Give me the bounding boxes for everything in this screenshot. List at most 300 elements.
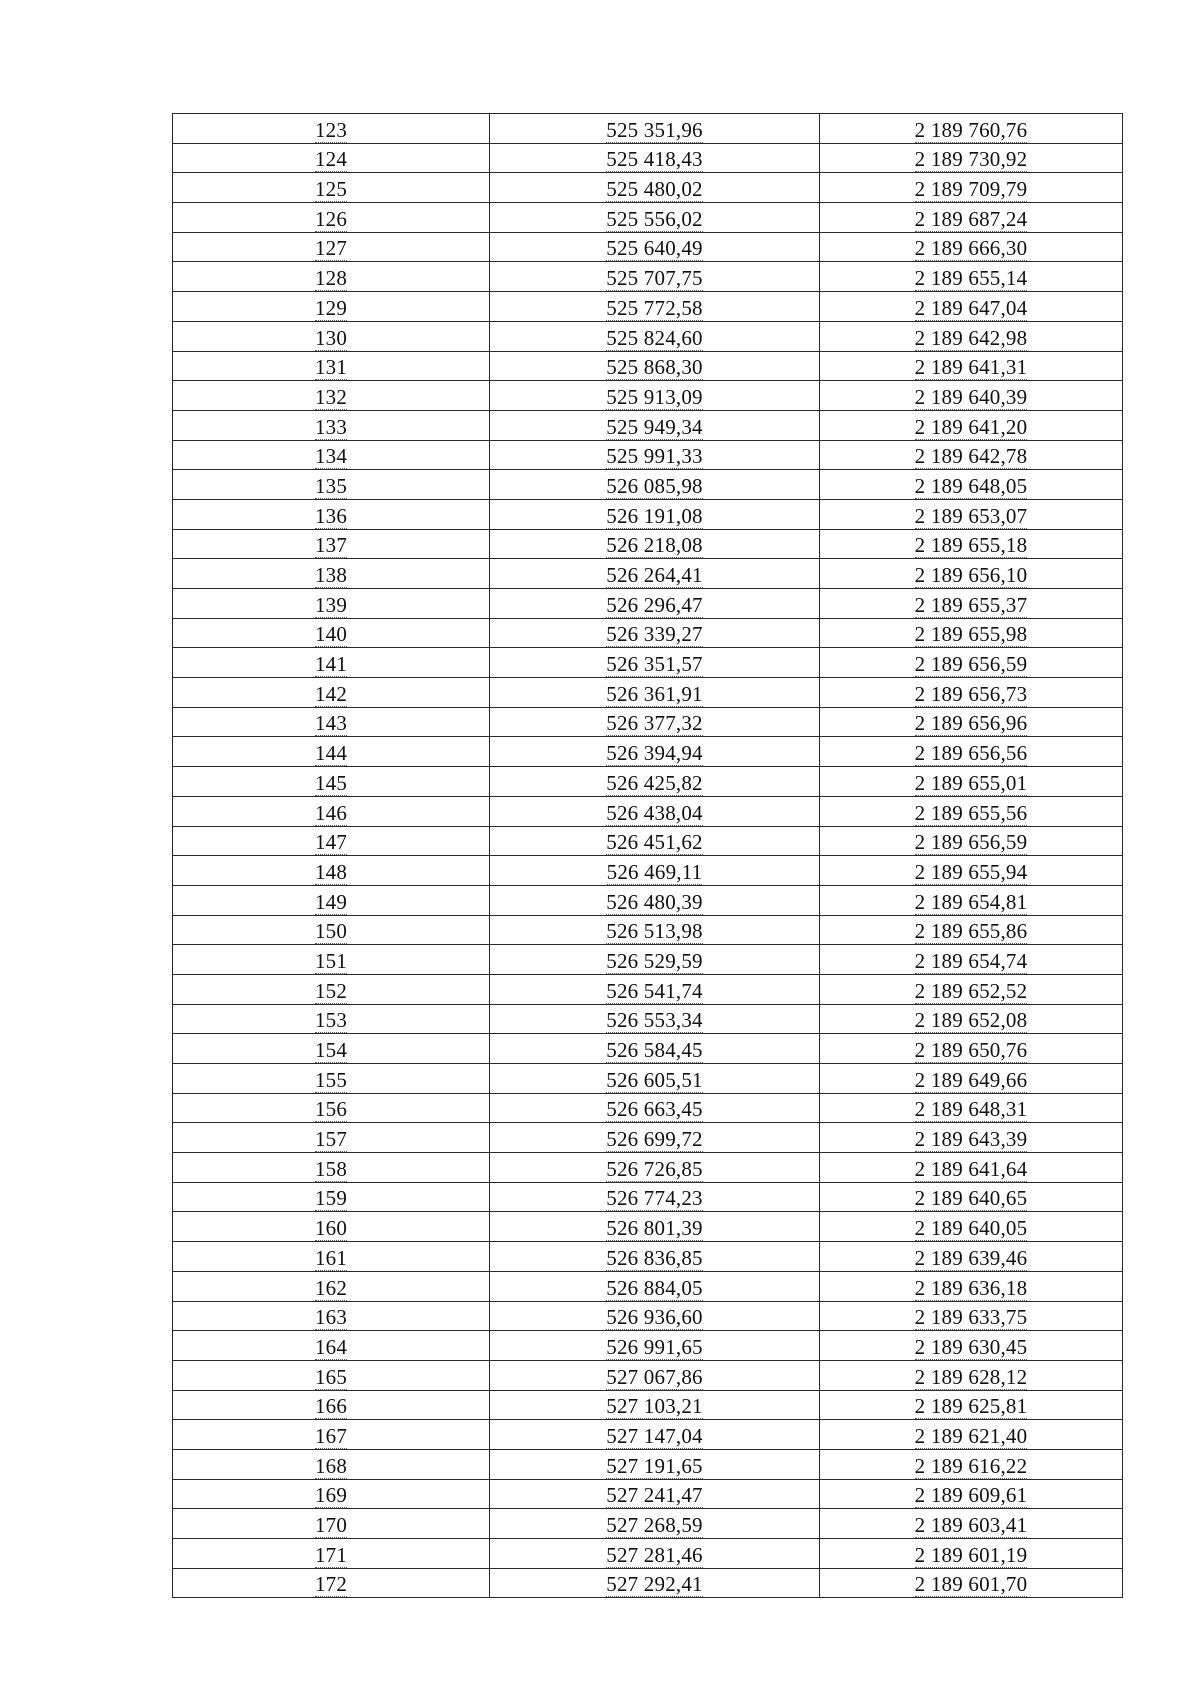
cell-value: 2 189 621,40 bbox=[914, 1423, 1028, 1448]
cell-value: 525 868,30 bbox=[606, 355, 703, 380]
cell-value: 2 189 656,73 bbox=[914, 681, 1028, 706]
table-row bbox=[173, 1479, 1123, 1509]
x-coordinate-cell bbox=[490, 559, 820, 589]
point-number-cell bbox=[173, 1004, 490, 1034]
cell-value: 126 bbox=[314, 206, 348, 231]
x-coordinate-cell bbox=[490, 1301, 820, 1331]
x-coordinate-cell bbox=[490, 678, 820, 708]
table-row bbox=[173, 1034, 1123, 1064]
point-number-cell bbox=[173, 1064, 490, 1094]
table-row bbox=[173, 1004, 1123, 1034]
point-number-cell bbox=[173, 1568, 490, 1598]
cell-value: 527 241,47 bbox=[606, 1483, 703, 1508]
y-coordinate-cell bbox=[820, 1390, 1123, 1420]
y-coordinate-cell bbox=[820, 262, 1123, 292]
x-coordinate-cell bbox=[490, 826, 820, 856]
point-number-cell bbox=[173, 974, 490, 1004]
y-coordinate-cell bbox=[820, 232, 1123, 262]
table-row bbox=[173, 648, 1123, 678]
cell-value: 2 189 655,14 bbox=[914, 266, 1028, 291]
x-coordinate-cell bbox=[490, 173, 820, 203]
point-number-cell bbox=[173, 529, 490, 559]
cell-value: 526 801,39 bbox=[606, 1216, 703, 1241]
cell-value: 2 189 633,75 bbox=[914, 1305, 1028, 1330]
point-number-cell bbox=[173, 885, 490, 915]
cell-value: 150 bbox=[314, 919, 348, 944]
point-number-cell bbox=[173, 351, 490, 381]
point-number-cell bbox=[173, 559, 490, 589]
cell-value: 158 bbox=[314, 1156, 348, 1181]
cell-value: 2 189 654,81 bbox=[914, 889, 1028, 914]
y-coordinate-cell bbox=[820, 1568, 1123, 1598]
table-row bbox=[173, 232, 1123, 262]
cell-value: 171 bbox=[314, 1542, 348, 1567]
cell-value: 526 264,41 bbox=[606, 563, 703, 587]
cell-value: 2 189 655,86 bbox=[914, 919, 1028, 944]
y-coordinate-cell bbox=[820, 915, 1123, 945]
y-coordinate-cell bbox=[820, 381, 1123, 411]
cell-value: 2 189 666,30 bbox=[914, 236, 1028, 261]
table-row bbox=[173, 321, 1123, 351]
x-coordinate-cell bbox=[490, 203, 820, 233]
y-coordinate-cell bbox=[820, 1301, 1123, 1331]
x-coordinate-cell bbox=[490, 440, 820, 470]
x-coordinate-cell bbox=[490, 945, 820, 975]
cell-value: 137 bbox=[314, 533, 348, 558]
x-coordinate-cell bbox=[490, 1153, 820, 1183]
table-row bbox=[173, 1301, 1123, 1331]
cell-value: 156 bbox=[314, 1097, 348, 1122]
y-coordinate-cell bbox=[820, 796, 1123, 826]
table-row bbox=[173, 470, 1123, 500]
point-number-cell bbox=[173, 826, 490, 856]
cell-value: 134 bbox=[314, 444, 348, 469]
point-number-cell bbox=[173, 1093, 490, 1123]
cell-value: 525 418,43 bbox=[606, 147, 703, 172]
cell-value: 159 bbox=[314, 1186, 348, 1211]
point-number-cell bbox=[173, 114, 490, 144]
y-coordinate-cell bbox=[820, 1539, 1123, 1569]
table-row bbox=[173, 1568, 1123, 1598]
x-coordinate-cell bbox=[490, 796, 820, 826]
point-number-cell bbox=[173, 1212, 490, 1242]
x-coordinate-cell bbox=[490, 1390, 820, 1420]
cell-value: 152 bbox=[314, 978, 348, 1003]
cell-value: 165 bbox=[314, 1364, 348, 1389]
y-coordinate-cell bbox=[820, 1153, 1123, 1183]
table-row bbox=[173, 796, 1123, 826]
cell-value: 2 189 641,20 bbox=[914, 414, 1028, 439]
table-row bbox=[173, 114, 1123, 144]
cell-value: 145 bbox=[314, 770, 348, 795]
cell-value: 2 189 642,98 bbox=[914, 325, 1028, 350]
cell-value: 2 189 730,92 bbox=[914, 147, 1028, 172]
x-coordinate-cell bbox=[490, 1093, 820, 1123]
x-coordinate-cell bbox=[490, 589, 820, 619]
x-coordinate-cell bbox=[490, 143, 820, 173]
cell-value: 2 189 656,10 bbox=[914, 563, 1028, 587]
point-number-cell bbox=[173, 173, 490, 203]
x-coordinate-cell bbox=[490, 1212, 820, 1242]
cell-value: 526 191,08 bbox=[606, 503, 703, 528]
cell-value: 526 480,39 bbox=[606, 889, 703, 914]
cell-value: 132 bbox=[314, 384, 348, 409]
cell-value: 2 189 640,65 bbox=[914, 1186, 1028, 1211]
cell-value: 2 189 655,94 bbox=[914, 859, 1028, 884]
table-row bbox=[173, 1509, 1123, 1539]
cell-value: 2 189 655,98 bbox=[914, 622, 1028, 647]
y-coordinate-cell bbox=[820, 1242, 1123, 1272]
table-row bbox=[173, 292, 1123, 322]
cell-value: 2 189 653,07 bbox=[914, 503, 1028, 528]
cell-value: 2 189 601,70 bbox=[914, 1572, 1028, 1597]
cell-value: 526 377,32 bbox=[606, 711, 703, 736]
cell-value: 526 438,04 bbox=[606, 800, 703, 825]
y-coordinate-cell bbox=[820, 1004, 1123, 1034]
cell-value: 2 189 647,04 bbox=[914, 295, 1028, 320]
x-coordinate-cell bbox=[490, 1331, 820, 1361]
point-number-cell bbox=[173, 618, 490, 648]
cell-value: 2 189 648,31 bbox=[914, 1097, 1028, 1122]
y-coordinate-cell bbox=[820, 321, 1123, 351]
x-coordinate-cell bbox=[490, 1420, 820, 1450]
cell-value: 133 bbox=[314, 414, 348, 439]
x-coordinate-cell bbox=[490, 885, 820, 915]
cell-value: 124 bbox=[314, 147, 348, 172]
x-coordinate-cell bbox=[490, 1123, 820, 1153]
y-coordinate-cell bbox=[820, 1509, 1123, 1539]
cell-value: 526 836,85 bbox=[606, 1245, 703, 1270]
point-number-cell bbox=[173, 440, 490, 470]
x-coordinate-cell bbox=[490, 114, 820, 144]
x-coordinate-cell bbox=[490, 767, 820, 797]
cell-value: 166 bbox=[314, 1394, 348, 1419]
point-number-cell bbox=[173, 321, 490, 351]
table-row bbox=[173, 1539, 1123, 1569]
table-row bbox=[173, 173, 1123, 203]
cell-value: 526 469,11 bbox=[606, 859, 703, 884]
point-number-cell bbox=[173, 648, 490, 678]
y-coordinate-cell bbox=[820, 173, 1123, 203]
y-coordinate-cell bbox=[820, 618, 1123, 648]
y-coordinate-cell bbox=[820, 1212, 1123, 1242]
cell-value: 2 189 652,52 bbox=[914, 978, 1028, 1003]
cell-value: 142 bbox=[314, 681, 348, 706]
y-coordinate-cell bbox=[820, 885, 1123, 915]
y-coordinate-cell bbox=[820, 678, 1123, 708]
point-number-cell bbox=[173, 1123, 490, 1153]
cell-value: 148 bbox=[314, 859, 348, 884]
point-number-cell bbox=[173, 1390, 490, 1420]
y-coordinate-cell bbox=[820, 1420, 1123, 1450]
point-number-cell bbox=[173, 381, 490, 411]
y-coordinate-cell bbox=[820, 589, 1123, 619]
point-number-cell bbox=[173, 470, 490, 500]
x-coordinate-cell bbox=[490, 1004, 820, 1034]
point-number-cell bbox=[173, 1182, 490, 1212]
y-coordinate-cell bbox=[820, 1064, 1123, 1094]
x-coordinate-cell bbox=[490, 321, 820, 351]
y-coordinate-cell bbox=[820, 1034, 1123, 1064]
x-coordinate-cell bbox=[490, 1449, 820, 1479]
cell-value: 526 085,98 bbox=[606, 473, 703, 498]
cell-value: 2 189 648,05 bbox=[914, 473, 1028, 498]
cell-value: 163 bbox=[314, 1305, 348, 1330]
cell-value: 2 189 642,78 bbox=[914, 444, 1028, 469]
y-coordinate-cell bbox=[820, 737, 1123, 767]
cell-value: 2 189 641,64 bbox=[914, 1156, 1028, 1181]
cell-value: 526 663,45 bbox=[606, 1097, 703, 1122]
cell-value: 140 bbox=[314, 622, 348, 647]
y-coordinate-cell bbox=[820, 856, 1123, 886]
table-row bbox=[173, 410, 1123, 440]
cell-value: 525 480,02 bbox=[606, 177, 703, 202]
cell-value: 525 556,02 bbox=[606, 206, 703, 231]
table-row bbox=[173, 974, 1123, 1004]
point-number-cell bbox=[173, 1331, 490, 1361]
table-row bbox=[173, 885, 1123, 915]
cell-value: 526 541,74 bbox=[606, 978, 703, 1003]
table-row bbox=[173, 945, 1123, 975]
cell-value: 2 189 709,79 bbox=[914, 177, 1028, 202]
x-coordinate-cell bbox=[490, 292, 820, 322]
point-number-cell bbox=[173, 589, 490, 619]
cell-value: 160 bbox=[314, 1216, 348, 1241]
table-row bbox=[173, 1093, 1123, 1123]
point-number-cell bbox=[173, 203, 490, 233]
cell-value: 2 189 649,66 bbox=[914, 1067, 1028, 1092]
cell-value: 525 949,34 bbox=[606, 414, 703, 439]
cell-value: 172 bbox=[314, 1572, 348, 1597]
cell-value: 2 189 603,41 bbox=[914, 1513, 1028, 1537]
y-coordinate-cell bbox=[820, 143, 1123, 173]
y-coordinate-cell bbox=[820, 1182, 1123, 1212]
table-row bbox=[173, 767, 1123, 797]
point-number-cell bbox=[173, 1449, 490, 1479]
table-row bbox=[173, 707, 1123, 737]
point-number-cell bbox=[173, 707, 490, 737]
point-number-cell bbox=[173, 1034, 490, 1064]
point-number-cell bbox=[173, 262, 490, 292]
table-row bbox=[173, 381, 1123, 411]
y-coordinate-cell bbox=[820, 1360, 1123, 1390]
x-coordinate-cell bbox=[490, 915, 820, 945]
x-coordinate-cell bbox=[490, 1568, 820, 1598]
cell-value: 526 361,91 bbox=[606, 681, 703, 706]
cell-value: 527 191,65 bbox=[606, 1453, 703, 1478]
cell-value: 2 189 640,05 bbox=[914, 1216, 1028, 1241]
cell-value: 131 bbox=[314, 355, 348, 380]
cell-value: 527 281,46 bbox=[606, 1542, 703, 1567]
cell-value: 2 189 616,22 bbox=[914, 1453, 1028, 1478]
y-coordinate-cell bbox=[820, 114, 1123, 144]
cell-value: 526 726,85 bbox=[606, 1156, 703, 1181]
point-number-cell bbox=[173, 143, 490, 173]
point-number-cell bbox=[173, 1242, 490, 1272]
cell-value: 526 584,45 bbox=[606, 1038, 703, 1062]
table-row bbox=[173, 737, 1123, 767]
cell-value: 170 bbox=[314, 1513, 348, 1537]
x-coordinate-cell bbox=[490, 1271, 820, 1301]
x-coordinate-cell bbox=[490, 974, 820, 1004]
cell-value: 526 936,60 bbox=[606, 1305, 703, 1330]
cell-value: 2 189 601,19 bbox=[914, 1542, 1028, 1567]
table-row bbox=[173, 559, 1123, 589]
table-row bbox=[173, 351, 1123, 381]
x-coordinate-cell bbox=[490, 410, 820, 440]
cell-value: 527 147,04 bbox=[606, 1423, 703, 1448]
cell-value: 2 189 636,18 bbox=[914, 1275, 1028, 1300]
cell-value: 525 772,58 bbox=[606, 295, 703, 320]
x-coordinate-cell bbox=[490, 1479, 820, 1509]
cell-value: 147 bbox=[314, 830, 348, 855]
y-coordinate-cell bbox=[820, 945, 1123, 975]
table-row bbox=[173, 826, 1123, 856]
cell-value: 525 707,75 bbox=[606, 266, 703, 291]
y-coordinate-cell bbox=[820, 1123, 1123, 1153]
cell-value: 2 189 656,96 bbox=[914, 711, 1028, 736]
cell-value: 526 296,47 bbox=[606, 592, 703, 617]
cell-value: 2 189 760,76 bbox=[914, 117, 1028, 142]
cell-value: 2 189 652,08 bbox=[914, 1008, 1028, 1033]
cell-value: 154 bbox=[314, 1038, 348, 1062]
y-coordinate-cell bbox=[820, 826, 1123, 856]
point-number-cell bbox=[173, 915, 490, 945]
point-number-cell bbox=[173, 737, 490, 767]
x-coordinate-cell bbox=[490, 529, 820, 559]
cell-value: 2 189 656,56 bbox=[914, 741, 1028, 766]
cell-value: 2 189 655,37 bbox=[914, 592, 1028, 617]
x-coordinate-cell bbox=[490, 262, 820, 292]
cell-value: 2 189 640,39 bbox=[914, 384, 1028, 409]
cell-value: 2 189 655,56 bbox=[914, 800, 1028, 825]
cell-value: 525 824,60 bbox=[606, 325, 703, 350]
table-row bbox=[173, 1390, 1123, 1420]
table-row bbox=[173, 262, 1123, 292]
table-row bbox=[173, 1064, 1123, 1094]
y-coordinate-cell bbox=[820, 499, 1123, 529]
cell-value: 527 292,41 bbox=[606, 1572, 703, 1597]
cell-value: 525 640,49 bbox=[606, 236, 703, 261]
y-coordinate-cell bbox=[820, 410, 1123, 440]
y-coordinate-cell bbox=[820, 292, 1123, 322]
cell-value: 527 067,86 bbox=[606, 1364, 703, 1389]
cell-value: 143 bbox=[314, 711, 348, 736]
cell-value: 162 bbox=[314, 1275, 348, 1300]
table-row bbox=[173, 529, 1123, 559]
x-coordinate-cell bbox=[490, 232, 820, 262]
point-number-cell bbox=[173, 945, 490, 975]
point-number-cell bbox=[173, 410, 490, 440]
cell-value: 155 bbox=[314, 1067, 348, 1092]
table-row bbox=[173, 915, 1123, 945]
x-coordinate-cell bbox=[490, 707, 820, 737]
table-row bbox=[173, 589, 1123, 619]
point-number-cell bbox=[173, 1420, 490, 1450]
x-coordinate-cell bbox=[490, 856, 820, 886]
cell-value: 525 913,09 bbox=[606, 384, 703, 409]
cell-value: 526 774,23 bbox=[606, 1186, 703, 1211]
cell-value: 2 189 650,76 bbox=[914, 1038, 1028, 1062]
point-number-cell bbox=[173, 1301, 490, 1331]
cell-value: 127 bbox=[314, 236, 348, 261]
point-number-cell bbox=[173, 1539, 490, 1569]
cell-value: 157 bbox=[314, 1127, 348, 1152]
cell-value: 526 991,65 bbox=[606, 1334, 703, 1359]
cell-value: 526 529,59 bbox=[606, 948, 703, 973]
cell-value: 527 103,21 bbox=[606, 1394, 703, 1419]
point-number-cell bbox=[173, 796, 490, 826]
cell-value: 128 bbox=[314, 266, 348, 291]
cell-value: 525 991,33 bbox=[606, 444, 703, 469]
cell-value: 135 bbox=[314, 473, 348, 498]
cell-value: 526 451,62 bbox=[606, 830, 703, 855]
cell-value: 141 bbox=[314, 652, 348, 677]
cell-value: 2 189 609,61 bbox=[914, 1483, 1028, 1508]
table-row bbox=[173, 1449, 1123, 1479]
table-row bbox=[173, 678, 1123, 708]
table-row bbox=[173, 440, 1123, 470]
cell-value: 167 bbox=[314, 1423, 348, 1448]
x-coordinate-cell bbox=[490, 1242, 820, 1272]
cell-value: 123 bbox=[314, 117, 348, 142]
cell-value: 2 189 630,45 bbox=[914, 1334, 1028, 1359]
cell-value: 164 bbox=[314, 1334, 348, 1359]
x-coordinate-cell bbox=[490, 648, 820, 678]
x-coordinate-cell bbox=[490, 618, 820, 648]
cell-value: 149 bbox=[314, 889, 348, 914]
cell-value: 526 605,51 bbox=[606, 1067, 703, 1092]
x-coordinate-cell bbox=[490, 1509, 820, 1539]
cell-value: 2 189 656,59 bbox=[914, 652, 1028, 677]
point-number-cell bbox=[173, 767, 490, 797]
y-coordinate-cell bbox=[820, 559, 1123, 589]
table-row bbox=[173, 1331, 1123, 1361]
cell-value: 130 bbox=[314, 325, 348, 350]
cell-value: 161 bbox=[314, 1245, 348, 1270]
x-coordinate-cell bbox=[490, 351, 820, 381]
table-row bbox=[173, 499, 1123, 529]
x-coordinate-cell bbox=[490, 1064, 820, 1094]
y-coordinate-cell bbox=[820, 203, 1123, 233]
cell-value: 527 268,59 bbox=[606, 1513, 703, 1537]
cell-value: 526 699,72 bbox=[606, 1127, 703, 1152]
x-coordinate-cell bbox=[490, 381, 820, 411]
cell-value: 526 339,27 bbox=[606, 622, 703, 647]
cell-value: 2 189 625,81 bbox=[914, 1394, 1028, 1419]
y-coordinate-cell bbox=[820, 1271, 1123, 1301]
cell-value: 2 189 655,01 bbox=[914, 770, 1028, 795]
cell-value: 2 189 687,24 bbox=[914, 206, 1028, 231]
cell-value: 129 bbox=[314, 295, 348, 320]
table-row bbox=[173, 1420, 1123, 1450]
table-row bbox=[173, 618, 1123, 648]
cell-value: 526 351,57 bbox=[606, 652, 703, 677]
cell-value: 2 189 641,31 bbox=[914, 355, 1028, 380]
x-coordinate-cell bbox=[490, 499, 820, 529]
table-row bbox=[173, 1153, 1123, 1183]
cell-value: 526 513,98 bbox=[606, 919, 703, 944]
table-row bbox=[173, 1360, 1123, 1390]
table-row bbox=[173, 203, 1123, 233]
table-row bbox=[173, 1271, 1123, 1301]
point-number-cell bbox=[173, 1271, 490, 1301]
point-number-cell bbox=[173, 292, 490, 322]
table-row bbox=[173, 143, 1123, 173]
cell-value: 526 553,34 bbox=[606, 1008, 703, 1033]
x-coordinate-cell bbox=[490, 1360, 820, 1390]
y-coordinate-cell bbox=[820, 974, 1123, 1004]
